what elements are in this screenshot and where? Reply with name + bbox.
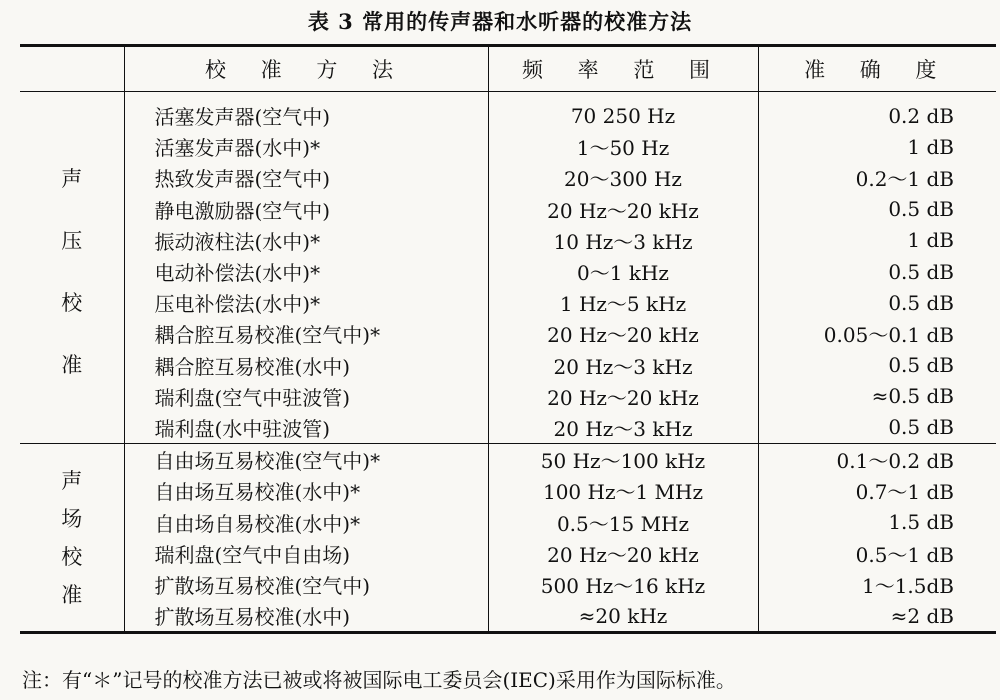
header-frequency-range: 频 率 范 围 <box>488 46 758 92</box>
table-row <box>20 256 996 287</box>
frequency-range-cell: 0.5～15 MHz <box>488 506 758 537</box>
table-row <box>20 475 996 506</box>
calibration-methods-table <box>20 44 996 634</box>
frequency-range-cell: 1～50 Hz <box>488 131 758 162</box>
method-cell: 电动补偿法(水中)* <box>124 256 488 287</box>
method-cell: 扩散场互易校准(水中) <box>124 600 488 633</box>
group-label-char: 准 <box>61 582 83 607</box>
header-accuracy: 准 确 度 <box>758 46 996 92</box>
table-row <box>20 225 996 256</box>
table-row <box>20 569 996 600</box>
accuracy-cell: 1 dB <box>758 131 996 162</box>
frequency-range-cell: ≈20 kHz <box>488 600 758 633</box>
group-label <box>20 92 124 444</box>
accuracy-cell: 0.05～0.1 dB <box>758 318 996 349</box>
method-cell: 静电激励器(空气中) <box>124 194 488 225</box>
frequency-range-cell: 10 Hz～3 kHz <box>488 225 758 256</box>
accuracy-cell: 1 dB <box>758 225 996 256</box>
group-label-char: 场 <box>61 506 83 531</box>
table-row <box>20 444 996 476</box>
table-row <box>20 600 996 633</box>
table-row <box>20 194 996 225</box>
frequency-range-cell: 0～1 kHz <box>488 256 758 287</box>
accuracy-cell: 1～1.5dB <box>758 569 996 600</box>
method-cell: 自由场互易校准(空气中)* <box>124 444 488 476</box>
table-row <box>20 412 996 444</box>
group-label <box>20 444 124 633</box>
accuracy-cell: 0.2 dB <box>758 92 996 132</box>
table-body <box>20 92 996 633</box>
accuracy-cell: 1.5 dB <box>758 506 996 537</box>
table-row <box>20 318 996 349</box>
accuracy-cell: 0.5 dB <box>758 194 996 225</box>
header-row <box>20 46 996 92</box>
frequency-range-cell: 100 Hz～1 MHz <box>488 475 758 506</box>
table-row <box>20 287 996 318</box>
accuracy-cell: ≈2 dB <box>758 600 996 633</box>
accuracy-cell: 0.5 dB <box>758 350 996 381</box>
method-cell: 扩散场互易校准(空气中) <box>124 569 488 600</box>
method-cell: 活塞发声器(水中)* <box>124 131 488 162</box>
header-category <box>20 46 124 92</box>
table-row <box>20 506 996 537</box>
group-label-char: 校 <box>61 544 83 569</box>
group-label-char: 压 <box>61 228 83 253</box>
accuracy-cell: 0.2～1 dB <box>758 162 996 193</box>
accuracy-cell: 0.7～1 dB <box>758 475 996 506</box>
frequency-range-cell: 70 250 Hz <box>488 92 758 132</box>
frequency-range-cell: 500 Hz～16 kHz <box>488 569 758 600</box>
group-label-char: 准 <box>61 352 83 377</box>
frequency-range-cell: 20 Hz～20 kHz <box>488 194 758 225</box>
frequency-range-cell: 50 Hz～100 kHz <box>488 444 758 476</box>
method-cell: 热致发声器(空气中) <box>124 162 488 193</box>
table-row <box>20 350 996 381</box>
method-cell: 瑞利盘(水中驻波管) <box>124 412 488 444</box>
frequency-range-cell: 20～300 Hz <box>488 162 758 193</box>
frequency-range-cell: 20 Hz～3 kHz <box>488 412 758 444</box>
method-cell: 耦合腔互易校准(空气中)* <box>124 318 488 349</box>
method-cell: 自由场自易校准(水中)* <box>124 506 488 537</box>
method-cell: 压电补偿法(水中)* <box>124 287 488 318</box>
accuracy-cell: 0.5 dB <box>758 287 996 318</box>
frequency-range-cell: 1 Hz～5 kHz <box>488 287 758 318</box>
accuracy-cell: 0.5～1 dB <box>758 538 996 569</box>
method-cell: 振动液柱法(水中)* <box>124 225 488 256</box>
frequency-range-cell: 20 Hz～20 kHz <box>488 381 758 412</box>
accuracy-cell: ≈0.5 dB <box>758 381 996 412</box>
table-row <box>20 162 996 193</box>
table-row <box>20 538 996 569</box>
method-cell: 耦合腔互易校准(水中) <box>124 350 488 381</box>
footnote: 注：有“＊”记号的校准方法已被或将被国际电工委员会(IEC)采用作为国际标准。 <box>22 668 736 692</box>
method-cell: 瑞利盘(空气中驻波管) <box>124 381 488 412</box>
method-cell: 瑞利盘(空气中自由场) <box>124 538 488 569</box>
header-method: 校 准 方 法 <box>124 46 488 92</box>
table-row <box>20 381 996 412</box>
accuracy-cell: 0.1～0.2 dB <box>758 444 996 476</box>
frequency-range-cell: 20 Hz～20 kHz <box>488 538 758 569</box>
accuracy-cell: 0.5 dB <box>758 412 996 444</box>
table-row <box>20 131 996 162</box>
table-caption: 表 3 常用的传声器和水听器的校准方法 <box>307 9 693 34</box>
group-label-char: 校 <box>61 290 83 315</box>
group-label-char: 声 <box>61 468 83 493</box>
method-cell: 自由场互易校准(水中)* <box>124 475 488 506</box>
frequency-range-cell: 20 Hz～20 kHz <box>488 318 758 349</box>
method-cell: 活塞发声器(空气中) <box>124 92 488 132</box>
accuracy-cell: 0.5 dB <box>758 256 996 287</box>
group-label-char: 声 <box>61 166 83 191</box>
table-row <box>20 92 996 132</box>
frequency-range-cell: 20 Hz～3 kHz <box>488 350 758 381</box>
